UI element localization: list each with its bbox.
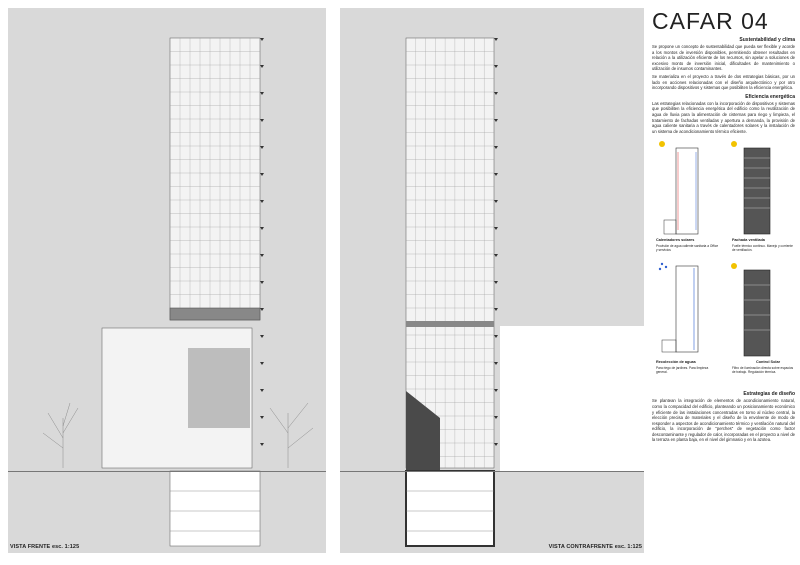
tower-front bbox=[170, 38, 260, 320]
ground-line bbox=[340, 471, 644, 553]
level-marker bbox=[260, 308, 264, 311]
podium-shade-panel bbox=[188, 348, 250, 428]
diagram-sub: Fuelle térmico continuo. Manejo y corriente de ventilación. bbox=[732, 244, 793, 253]
section-paragraph: Se materializa en el proyecto a través de dos estrategias básicas, por un lado en acciones relacionadas con el diseño arquitectónico y por otro incorporando dispositivos y sistemas que posibiliten la eficiencia energética. bbox=[652, 73, 795, 91]
diagram-label: Fachada ventilada bbox=[732, 238, 765, 243]
level-marker bbox=[260, 119, 264, 122]
diagram-sub: Para riego de jardines. Para limpieza general. bbox=[656, 366, 709, 375]
level-marker bbox=[494, 65, 498, 68]
tree-front-left bbox=[43, 403, 78, 468]
level-marker bbox=[494, 443, 498, 446]
caption-front: VISTA FRENTE esc. 1:125 bbox=[10, 544, 80, 550]
page-title: CAFAR 04 bbox=[652, 8, 769, 34]
level-marker bbox=[260, 92, 264, 95]
level-marker bbox=[260, 281, 264, 284]
level-marker bbox=[260, 416, 264, 419]
diagram-label: Control Solar bbox=[756, 360, 781, 365]
section-paragraph: Se propone un concepto de sustentabilidad que pueda ser flexible y acorde a los montos de inversión disponibles, permitiendo obtener resultados en relación a la utilización eficiente de los recursos, sin apelar a soluciones de excesivo monto de inversión inicial, dificultades de mantenimiento o utilización de insumos contaminantes. bbox=[652, 44, 795, 72]
level-marker bbox=[260, 227, 264, 230]
caption-back: VISTA CONTRAFRENTE esc. 1:125 bbox=[548, 544, 642, 550]
sun-icon bbox=[731, 141, 737, 147]
level-marker bbox=[260, 173, 264, 176]
text-column bbox=[652, 8, 795, 557]
level-marker bbox=[260, 443, 264, 446]
tree-front-right bbox=[270, 403, 313, 468]
level-marker bbox=[494, 308, 498, 311]
level-marker bbox=[494, 92, 498, 95]
level-marker bbox=[260, 335, 264, 338]
diagram-sub: Provisión de agua caliente sanitaria a Office y servicios bbox=[656, 244, 719, 253]
level-marker bbox=[260, 200, 264, 203]
level-marker bbox=[494, 38, 498, 41]
ground-line bbox=[8, 471, 326, 553]
sun-icon bbox=[659, 141, 665, 147]
level-marker bbox=[260, 146, 264, 149]
level-marker bbox=[494, 254, 498, 257]
transfer-floor bbox=[170, 308, 260, 320]
level-marker bbox=[494, 200, 498, 203]
transfer-floor-back bbox=[406, 321, 494, 327]
section-paragraph: Se plantean la integración de elementos de acondicionamiento natural, como la compacidad del edificio, planteando un posicionamiento económico y eficiente de las instalaciones concentradas en torno al núcleo central, la elección precisa de materiales y el diseño de la envolvente de modo de responder a aspectos de acondicionamiento térmico y ventilación natural del edificio, la incorporación de "perches" de vegetación como factor descontaminante y regulador de calor, incorporadas en el proyecto a nivel de la terraza en planta baja, en el nivel del gimnasio y en la azotea. bbox=[652, 398, 795, 443]
level-marker bbox=[494, 362, 498, 365]
level-marker bbox=[494, 119, 498, 122]
level-marker bbox=[494, 416, 498, 419]
level-marker bbox=[494, 389, 498, 392]
level-marker bbox=[494, 173, 498, 176]
section-heading: Sustentabilidad y clima bbox=[739, 37, 795, 43]
diagram-label: Recolección de aguas bbox=[656, 360, 696, 365]
level-marker bbox=[494, 227, 498, 230]
level-marker bbox=[494, 146, 498, 149]
level-marker bbox=[260, 65, 264, 68]
level-marker bbox=[260, 362, 264, 365]
level-marker bbox=[494, 281, 498, 284]
diagram-label: Calentadores solares bbox=[656, 238, 695, 243]
level-marker bbox=[260, 38, 264, 41]
diagram-grid bbox=[652, 138, 795, 388]
level-marker bbox=[260, 389, 264, 392]
section-heading: Estrategias de diseño bbox=[743, 391, 795, 398]
diagram-sub: Filtro de iluminación directa sobre espacios de trabajo. Regulación térmica. bbox=[732, 366, 794, 375]
section-heading: Eficiencia energética bbox=[745, 93, 795, 100]
neighbor-building bbox=[500, 326, 644, 471]
level-marker bbox=[494, 335, 498, 338]
elevation-front-panel bbox=[8, 8, 326, 553]
sun-icon bbox=[731, 263, 737, 269]
section-paragraph: Las estrategias relacionadas con la incorporación de dispositivos y sistemas que posibiliten la eficiencia energética del edificio como la reutilización de agua de lluvia para la alimentación de cisternas para riego y limpieza, el tratamiento de fachadas ventiladas y apertura a demanda, la provisión de agua caliente sanitaria a través de calentadores solares y la instalación de un sistema de acondicionamiento térmico eficiente. bbox=[652, 100, 795, 134]
elevation-back-panel bbox=[340, 8, 644, 553]
level-marker bbox=[260, 254, 264, 257]
